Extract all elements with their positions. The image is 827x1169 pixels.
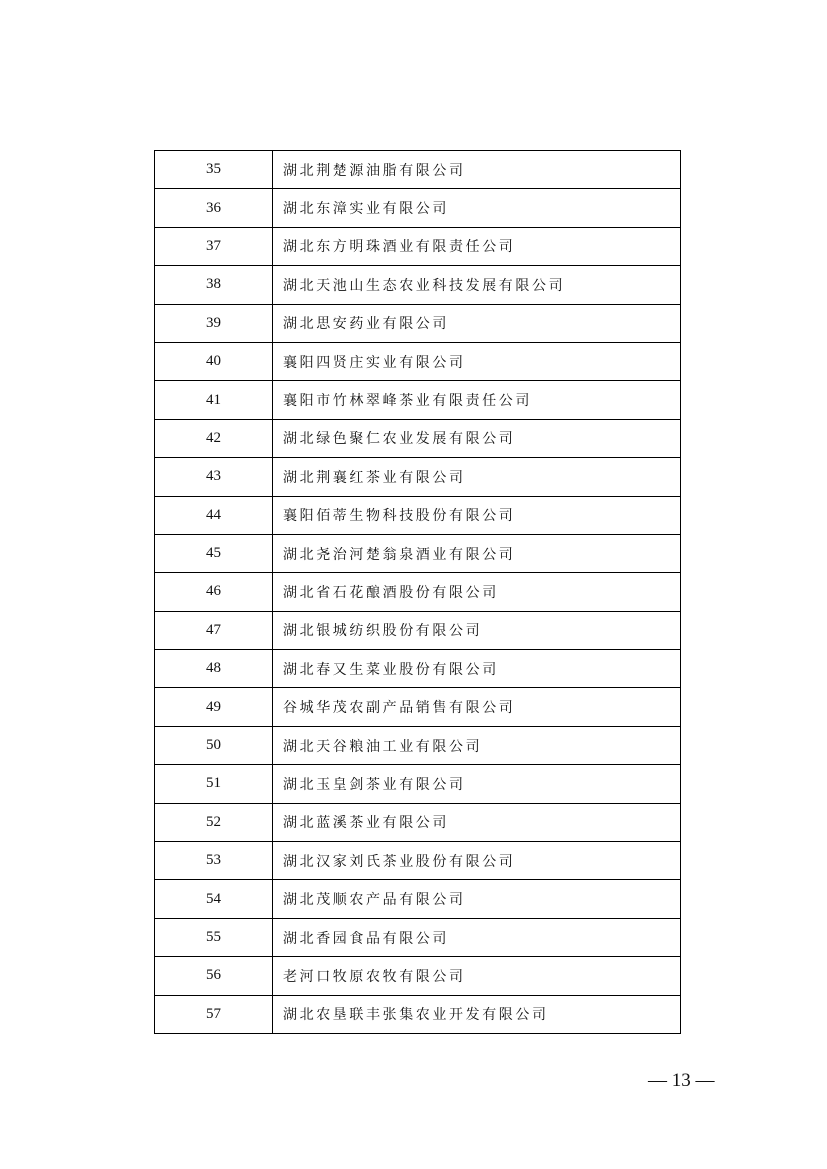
page-number: — 13 — — [648, 1070, 715, 1091]
table-row — [155, 304, 681, 342]
row-number: 52 — [155, 803, 273, 841]
company-name: 湖北农垦联丰张集农业开发有限公司 — [273, 995, 681, 1033]
company-name: 老河口牧原农牧有限公司 — [273, 957, 681, 995]
company-name: 湖北天池山生态农业科技发展有限公司 — [273, 266, 681, 304]
company-name: 湖北东方明珠酒业有限责任公司 — [273, 227, 681, 265]
row-number: 46 — [155, 573, 273, 611]
company-name: 湖北蓝溪茶业有限公司 — [273, 803, 681, 841]
table-row — [155, 419, 681, 457]
company-name: 湖北茂顺农产品有限公司 — [273, 880, 681, 918]
table-row — [155, 726, 681, 764]
company-name: 湖北玉皇剑茶业有限公司 — [273, 765, 681, 803]
table-row — [155, 458, 681, 496]
table-row — [155, 650, 681, 688]
row-number: 55 — [155, 918, 273, 956]
row-number: 51 — [155, 765, 273, 803]
row-number: 47 — [155, 611, 273, 649]
table-row — [155, 342, 681, 380]
row-number: 50 — [155, 726, 273, 764]
table-row — [155, 688, 681, 726]
table-row — [155, 803, 681, 841]
row-number: 48 — [155, 650, 273, 688]
company-table — [154, 150, 681, 1034]
table-row — [155, 266, 681, 304]
company-name: 湖北银城纺织股份有限公司 — [273, 611, 681, 649]
company-name: 襄阳市竹林翠峰茶业有限责任公司 — [273, 381, 681, 419]
row-number: 56 — [155, 957, 273, 995]
company-name: 襄阳佰蒂生物科技股份有限公司 — [273, 496, 681, 534]
company-name: 湖北思安药业有限公司 — [273, 304, 681, 342]
table-row — [155, 765, 681, 803]
row-number: 41 — [155, 381, 273, 419]
table-row — [155, 189, 681, 227]
row-number: 40 — [155, 342, 273, 380]
table-row — [155, 995, 681, 1033]
row-number: 44 — [155, 496, 273, 534]
row-number: 54 — [155, 880, 273, 918]
company-name: 湖北汉家刘氏茶业股份有限公司 — [273, 842, 681, 880]
row-number: 57 — [155, 995, 273, 1033]
table-row — [155, 151, 681, 189]
row-number: 49 — [155, 688, 273, 726]
company-name: 襄阳四贤庄实业有限公司 — [273, 342, 681, 380]
row-number: 53 — [155, 842, 273, 880]
row-number: 35 — [155, 151, 273, 189]
company-name: 湖北绿色聚仁农业发展有限公司 — [273, 419, 681, 457]
row-number: 42 — [155, 419, 273, 457]
company-name: 湖北省石花酿酒股份有限公司 — [273, 573, 681, 611]
table-row — [155, 573, 681, 611]
table-row — [155, 842, 681, 880]
row-number: 38 — [155, 266, 273, 304]
company-name: 湖北尧治河楚翁泉酒业有限公司 — [273, 534, 681, 572]
company-name: 湖北香园食品有限公司 — [273, 918, 681, 956]
company-table-body — [155, 151, 681, 1034]
row-number: 45 — [155, 534, 273, 572]
table-row — [155, 534, 681, 572]
row-number: 37 — [155, 227, 273, 265]
row-number: 36 — [155, 189, 273, 227]
table-row — [155, 611, 681, 649]
table-row — [155, 880, 681, 918]
table-row — [155, 381, 681, 419]
company-name: 湖北春又生菜业股份有限公司 — [273, 650, 681, 688]
company-name: 湖北荆襄红茶业有限公司 — [273, 458, 681, 496]
row-number: 43 — [155, 458, 273, 496]
table-row — [155, 918, 681, 956]
company-name: 湖北荆楚源油脂有限公司 — [273, 151, 681, 189]
row-number: 39 — [155, 304, 273, 342]
company-name: 湖北东漳实业有限公司 — [273, 189, 681, 227]
table-row — [155, 957, 681, 995]
company-name: 湖北天谷粮油工业有限公司 — [273, 726, 681, 764]
table-row — [155, 227, 681, 265]
table-row — [155, 496, 681, 534]
company-name: 谷城华茂农副产品销售有限公司 — [273, 688, 681, 726]
